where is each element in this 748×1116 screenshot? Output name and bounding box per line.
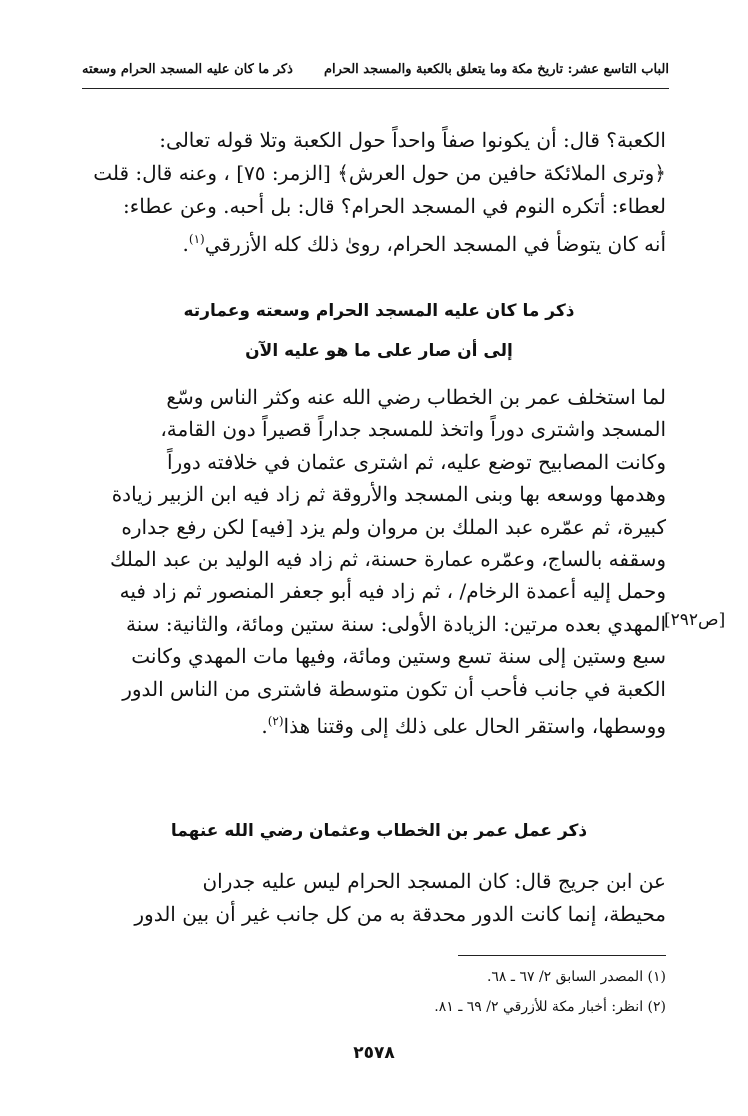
sentence-end: .	[182, 232, 189, 256]
section-heading-2: ذكر عمل عمر بن الخطاب وعثمان رضي الله عنهما	[170, 821, 588, 841]
text-line-content: ووسطها، واستقر الحال على ذلك إلى وقتنا هذا	[283, 714, 666, 739]
text-line: المسجد واشترى دوراً واتخذ للمسجد جداراً قصيراً دون القامة،	[160, 417, 666, 442]
footnotes	[92, 962, 666, 1022]
footnote-1: (١) المصدر السابق ٢/ ٦٧ ـ ٦٨.	[486, 969, 666, 985]
header-divider	[82, 88, 669, 89]
text-line: وهدمها ووسعه بها وبنى المسجد والأروقة ثم زاد فيه ابن الزبير زيادة	[111, 482, 666, 507]
text-line: الكعبة في جانب فأحب أن تكون متوسطة فاشترى من الناس الدور	[122, 676, 666, 701]
text-line: عن ابن جريج قال: كان المسجد الحرام ليس عليه جدران	[202, 869, 666, 893]
page-number: ٢٥٧٨	[353, 1043, 395, 1063]
text-line: وكانت المصابيح توضع عليه، ثم اشترى عثمان في خلافته دوراً	[166, 449, 666, 474]
text-line: الكعبة؟ قال: أن يكونوا صفاً واحداً حول الكعبة وتلا قوله تعالى:	[159, 128, 666, 152]
paragraph-2	[92, 381, 666, 742]
text-line: كبيرة، ثم عمّره عبد الملك بن مروان ولم يزد [فيه] لكن رفع جداره	[121, 514, 666, 539]
header-chapter-title: الباب التاسع عشر: تاريخ مكة وما يتعلق بالكعبة والمسجد الحرام	[323, 62, 669, 77]
paragraph-1	[92, 124, 666, 261]
section-heading-1: ذكر ما كان عليه المسجد الحرام وسعته وعمارته	[183, 301, 575, 321]
text-line: وسقفه بالساج، وعمّره عمارة حسنة، ثم زاد فيه الوليد بن عبد الملك	[109, 547, 666, 572]
text-line: لما استخلف عمر بن الخطاب رضي الله عنه وكثر الناس وسّع	[166, 385, 666, 409]
text-line: محيطة، إنما كانت الدور محدقة به من كل جانب غير أن بين الدور	[134, 902, 666, 926]
text-line: المهدي بعده مرتين: الزيادة الأولى: سنة ستين ومائة، والثانية: سنة	[126, 611, 666, 636]
text-line	[92, 705, 666, 742]
text-line: لعطاء: أتكره النوم في المسجد الحرام؟ قال: بل أحبه. وعن عطاء:	[123, 194, 666, 218]
text-line: ﴿وترى الملائكة حافين من حول العرش﴾ [الزمر: ٧٥] ، وعنه قال: قلت	[93, 161, 666, 185]
text-line: وحمل إليه أعمدة الرخام/ ، ثم زاد فيه أبو جعفر المنصور ثم زاد فيه	[119, 579, 666, 604]
text-line: سبع وستين إلى سنة تسع وستين ومائة، وفيها مات المهدي وكانت	[131, 644, 666, 669]
footnote-ref-1[interactable]: (١)	[188, 232, 205, 246]
sentence-end: .	[261, 714, 268, 739]
running-header	[82, 60, 669, 84]
footnote-2: (٢) انظر: أخبار مكة للأزرقي ٢/ ٦٩ ـ ٨١.	[434, 999, 666, 1015]
paragraph-3	[92, 865, 666, 931]
original-page-marker: [ص٢٩٢]	[664, 610, 726, 630]
section-heading-1-line2: إلى أن صار على ما هو عليه الآن	[245, 341, 513, 361]
footnote-ref-2[interactable]: (٢)	[267, 714, 284, 729]
footnote-divider	[458, 955, 666, 956]
header-section-title: ذكر ما كان عليه المسجد الحرام وسعته	[82, 62, 293, 77]
text-line	[92, 223, 666, 261]
text-line-content: أنه كان يتوضأ في المسجد الحرام، روىٰ ذلك كله الأزرقي	[204, 232, 666, 256]
